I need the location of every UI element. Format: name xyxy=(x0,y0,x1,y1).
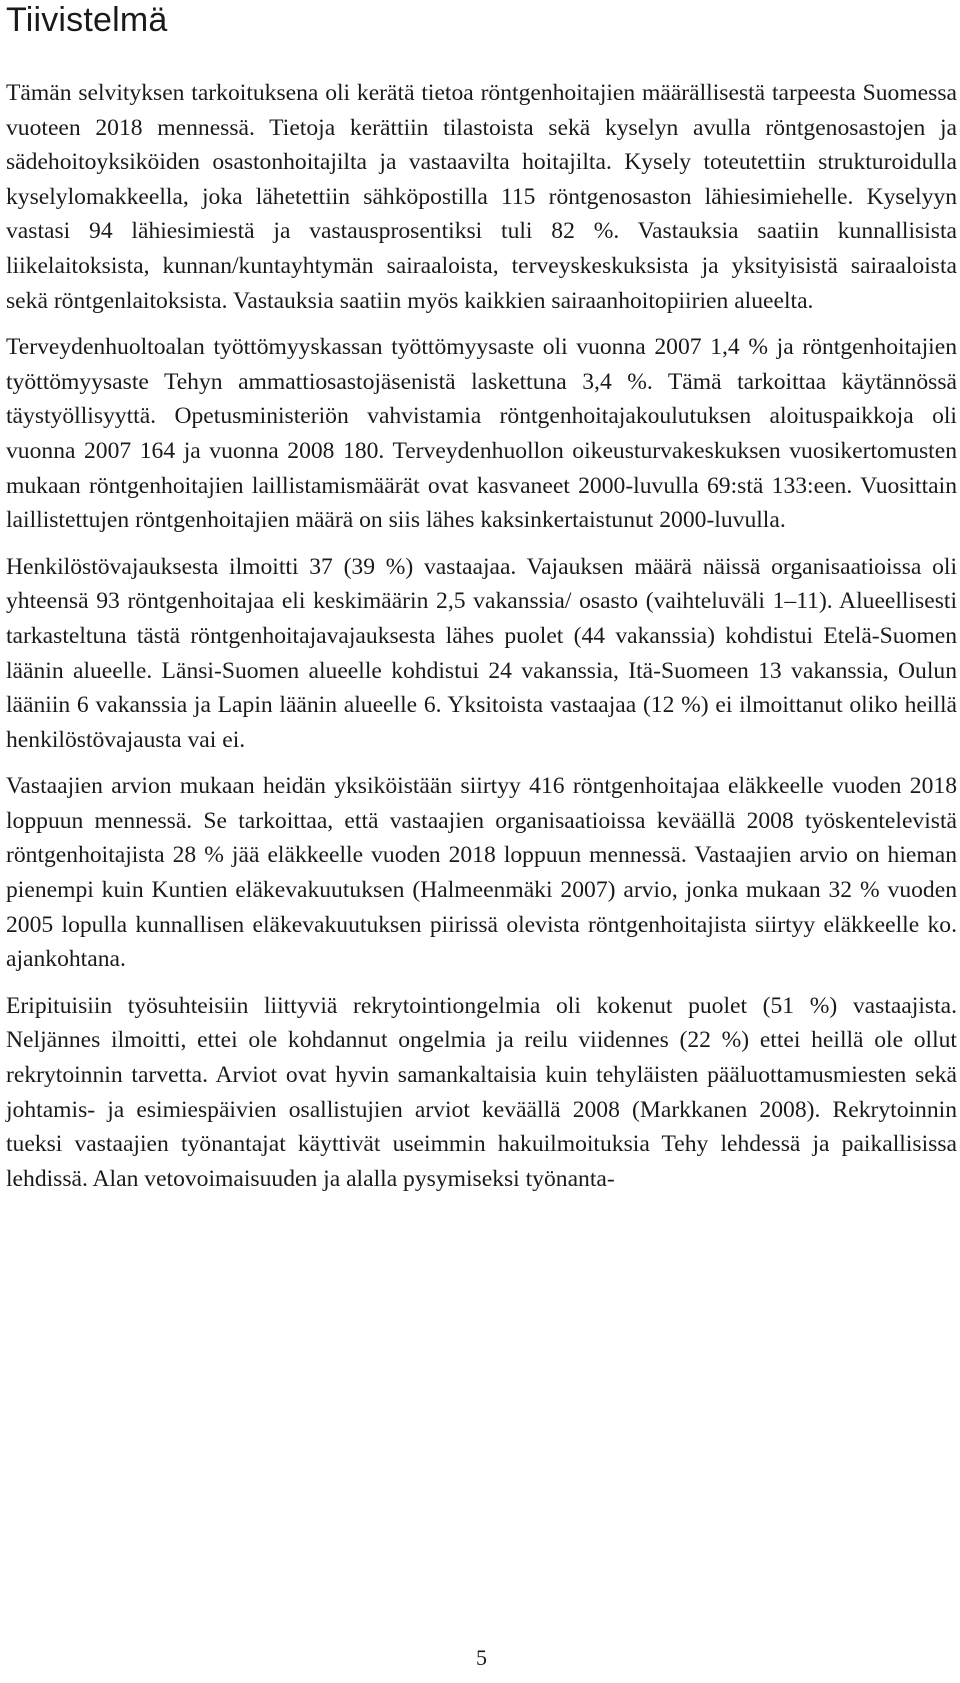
page-number: 5 xyxy=(476,1645,487,1670)
paragraph-recruitment: Eripituisiin työsuhteisiin liittyviä rekrytointiongelmia oli kokenut puolet (51 %) vastaajista. Neljännes ilmoitti, ettei ole kohdannut ongelmia ja reilu viidennes (22 %) ettei heillä ole ollut rekrytoinnin tarvetta. Arviot ovat hyvin samankaltaisia kuin tehyläisten pääluottamusmiesten sekä johtamis- ja esimiespäivien osallistujien arviot keväällä 2008 (Markkanen 2008). Rekrytoinnin tueksi vastaajien työnantajat käyttivät useimmin hakuilmoituksia Tehy lehdessä ja paikallisissa lehdissä. Alan vetovoimaisuuden ja alalla pysymiseksi työnanta- xyxy=(6,992,957,1192)
paragraph-survey-method: Tämän selvityksen tarkoituksena oli kerätä tietoa röntgenhoitajien määrällisestä tarpeesta Suomessa vuoteen 2018 mennessä. Tietoja kerättiin tilastoista sekä kyselyn avulla röntgenosastojen ja sädehoitoyksiköiden osastonhoitajilta ja vastaavilta hoitajilta. Kysely toteutettiin strukturoidulla kyselylomakkeella, joka lähetettiin sähköpostilla 115 röntgenosaston lähiesimiehelle. Kyselyyn vastasi 94 lähiesimiestä ja vastausprosentiksi tuli 82 %. Vastauksia saatiin kunnallisista liikelaitoksista, kunnan/kuntayhtymän sairaaloista, terveyskeskuksista ja yksityisistä sairaaloista sekä röntgenlaitoksista. Vastauksia saatiin myös kaikkien sairaanhoitopiirien alueelta. xyxy=(6,80,957,314)
summary-body xyxy=(6,76,957,1208)
paragraph-retirement: Vastaajien arvion mukaan heidän yksiköistään siirtyy 416 röntgenhoitajaa eläkkeelle vuoden 2018 loppuun mennessä. Se tarkoittaa, että vastaajien organisaatioissa keväällä 2008 työskentelevistä röntgenhoitajista 28 % jää eläkkeelle vuoden 2018 loppuun mennessä. Vastaajien arvio on hieman pienempi kuin Kuntien eläkevakuutuksen (Halmeenmäki 2007) arvio, jonka mukaan 32 % vuoden 2005 lopulla kunnallisen eläkevakuutuksen piirissä olevista röntgenhoitajista siirtyy eläkkeelle ko. ajankohtana. xyxy=(6,773,957,973)
paragraph-staff-shortage: Henkilöstövajauksesta ilmoitti 37 (39 %) vastaajaa. Vajauksen määrä näissä organisaatioissa oli yhteensä 93 röntgenhoitajaa eli keskimäärin 2,5 vakanssia/ osasto (vaihteluväli 1–11). Alueellisesti tarkasteltuna tästä röntgenhoitajavajauksesta lähes puolet (44 vakanssia) kohdistui Etelä-Suomen läänin alueelle. Länsi-Suomen alueelle kohdistui 24 vakanssia, Itä-Suomeen 13 vakanssia, Oulun lääniin 6 vakanssia ja Lapin läänin alueelle 6. Yksitoista vastaajaa (12 %) ei ilmoittanut oliko heillä henkilöstövajausta vai ei. xyxy=(6,553,957,753)
page-title: Tiivistelmä xyxy=(6,1,168,39)
document-page xyxy=(6,0,957,1683)
paragraph-unemployment-and-training: Terveydenhuoltoalan työttömyyskassan työttömyysaste oli vuonna 2007 1,4 % ja röntgenhoitajien työttömyysaste Tehyn ammattiosastojäsenistä laskettuna 3,4 %. Tämä tarkoittaa käytännössä täystyöllisyyttä. Opetusministeriön vahvistamia röntgenhoitajakoulutuksen aloituspaikkoja oli vuonna 2007 164 ja vuonna 2008 180. Terveydenhuollon oikeusturvakeskuksen vuosikertomusten mukaan röntgenhoitajien laillistamismäärät ovat kasvaneet 2000-luvulla 69:stä 133:een. Vuosittain laillistettujen röntgenhoitajien määrä on siis lähes kaksinkertaistunut 2000-luvulla. xyxy=(6,334,957,534)
